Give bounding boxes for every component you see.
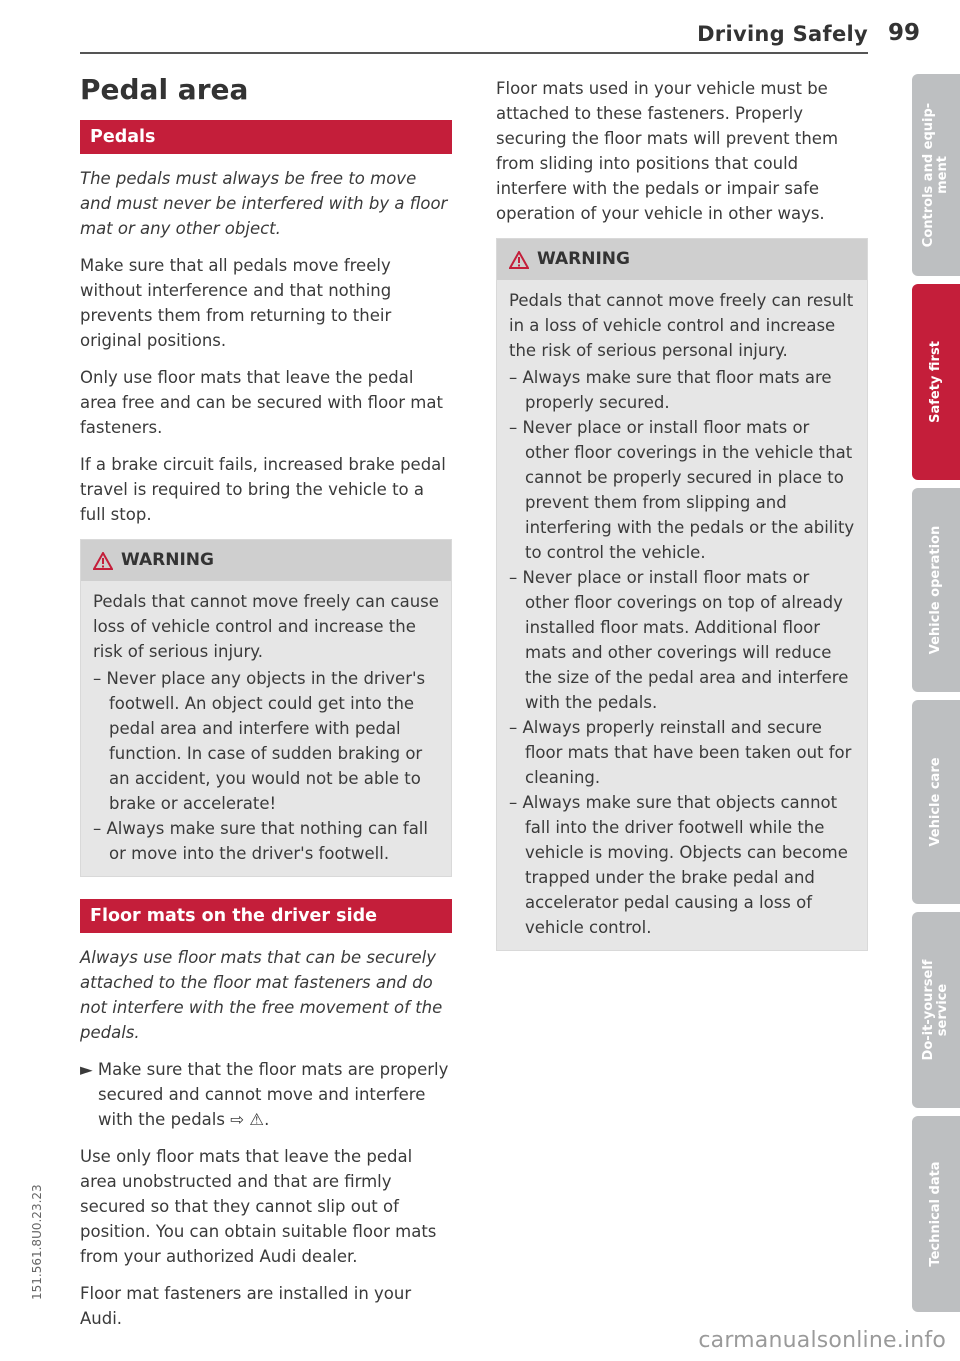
- warning-item: – Never place or install floor mats or other floor coverings in the vehicle that cannot be properly secured in place to prevent them from slipping and interfering with the pedals or the ability to control the vehicle.: [509, 415, 855, 565]
- tab-do-it-yourself-service[interactable]: Do-it-yourself service: [912, 912, 960, 1108]
- floor-mats-paragraph: Floor mat fasteners are installed in your Audi.: [80, 1284, 412, 1328]
- watermark: carmanualsonline.info: [698, 1328, 946, 1353]
- floor-mats-warning-box: [496, 238, 868, 951]
- warning-triangle-icon: [509, 251, 529, 269]
- pedals-intro: The pedals must always be free to move and must never be interfered with by a floor mat or any other object.: [80, 169, 448, 238]
- warning-label: WARNING: [121, 550, 214, 570]
- floor-mats-subheading: Floor mats on the driver side: [80, 899, 452, 933]
- pedals-warning-box: [80, 539, 452, 877]
- warning-intro: Pedals that cannot move freely can cause loss of vehicle control and increase the risk of serious injury.: [93, 592, 439, 661]
- warning-item: – Never place or install floor mats or other floor coverings on top of already installed floor mats. Additional floor mats and other coverings will reduce the size of the pedal area and interfere with the pedals.: [509, 565, 855, 715]
- pedals-subheading: Pedals: [80, 120, 452, 154]
- pedals-paragraph: Only use floor mats that leave the pedal area free and can be secured with floor mat fasteners.: [80, 368, 443, 437]
- tab-controls-and-equipment[interactable]: Controls and equip- ment: [912, 74, 960, 276]
- warning-item: – Always properly reinstall and secure floor mats that have been taken out for cleaning.: [509, 715, 855, 790]
- chapter-tabs: [912, 74, 960, 1320]
- warning-intro: Pedals that cannot move freely can result in a loss of vehicle control and increase the risk of serious personal injury.: [509, 291, 854, 360]
- document-code: 151.561.8U0.23.23: [30, 1184, 44, 1300]
- floor-mats-intro: Always use floor mats that can be securely attached to the floor mat fasteners and do not interfere with the free movement of the pedals.: [80, 948, 443, 1042]
- floor-mats-bullet: ► Make sure that the floor mats are properly secured and cannot move and interfere with the pedals ⇨ ⚠.: [80, 1060, 449, 1129]
- tab-technical-data[interactable]: Technical data: [912, 1116, 960, 1312]
- fasteners-paragraph: Floor mats used in your vehicle must be attached to these fasteners. Properly securing the floor mats will prevent them from sliding into positions that could interfere with the pedals or impair safe operation of your vehicle in other ways.: [496, 79, 839, 223]
- warning-header: [81, 540, 451, 581]
- left-column: [80, 70, 452, 1343]
- tab-safety-first[interactable]: Safety first: [912, 284, 960, 480]
- section-heading: Pedal area: [80, 73, 249, 106]
- page-header-title: Driving Safely: [697, 22, 868, 46]
- pedals-paragraph: Make sure that all pedals move freely without interference and that nothing prevents them from returning to their original positions.: [80, 256, 392, 350]
- tab-vehicle-care[interactable]: Vehicle care: [912, 700, 960, 904]
- right-column: [496, 76, 868, 973]
- warning-header: [497, 239, 867, 280]
- warning-label: WARNING: [537, 249, 630, 269]
- tab-vehicle-operation[interactable]: Vehicle operation: [912, 488, 960, 692]
- warning-triangle-icon: [93, 552, 113, 570]
- warning-item: – Always make sure that objects cannot fall into the driver footwell while the vehicle is moving. Objects can become trapped under the brake pedal and accelerator pedal causing a loss of vehicle control.: [509, 790, 855, 940]
- floor-mats-paragraph: Use only floor mats that leave the pedal area unobstructed and that are firmly secured so that they cannot slip out of position. You can obtain suitable floor mats from your authorized Audi dealer.: [80, 1147, 437, 1266]
- warning-item: – Never place any objects in the driver's footwell. An object could get into the pedal area and interfere with pedal function. In case of sudden braking or an accident, you would not be able to brake or accelerate!: [93, 666, 439, 816]
- page-number: 99: [888, 20, 921, 46]
- warning-item: – Always make sure that floor mats are properly secured.: [509, 365, 855, 415]
- pedals-paragraph: If a brake circuit fails, increased brake pedal travel is required to bring the vehicle to a full stop.: [80, 455, 446, 524]
- header-rule: [80, 52, 868, 54]
- warning-item: – Always make sure that nothing can fall or move into the driver's footwell.: [93, 816, 439, 866]
